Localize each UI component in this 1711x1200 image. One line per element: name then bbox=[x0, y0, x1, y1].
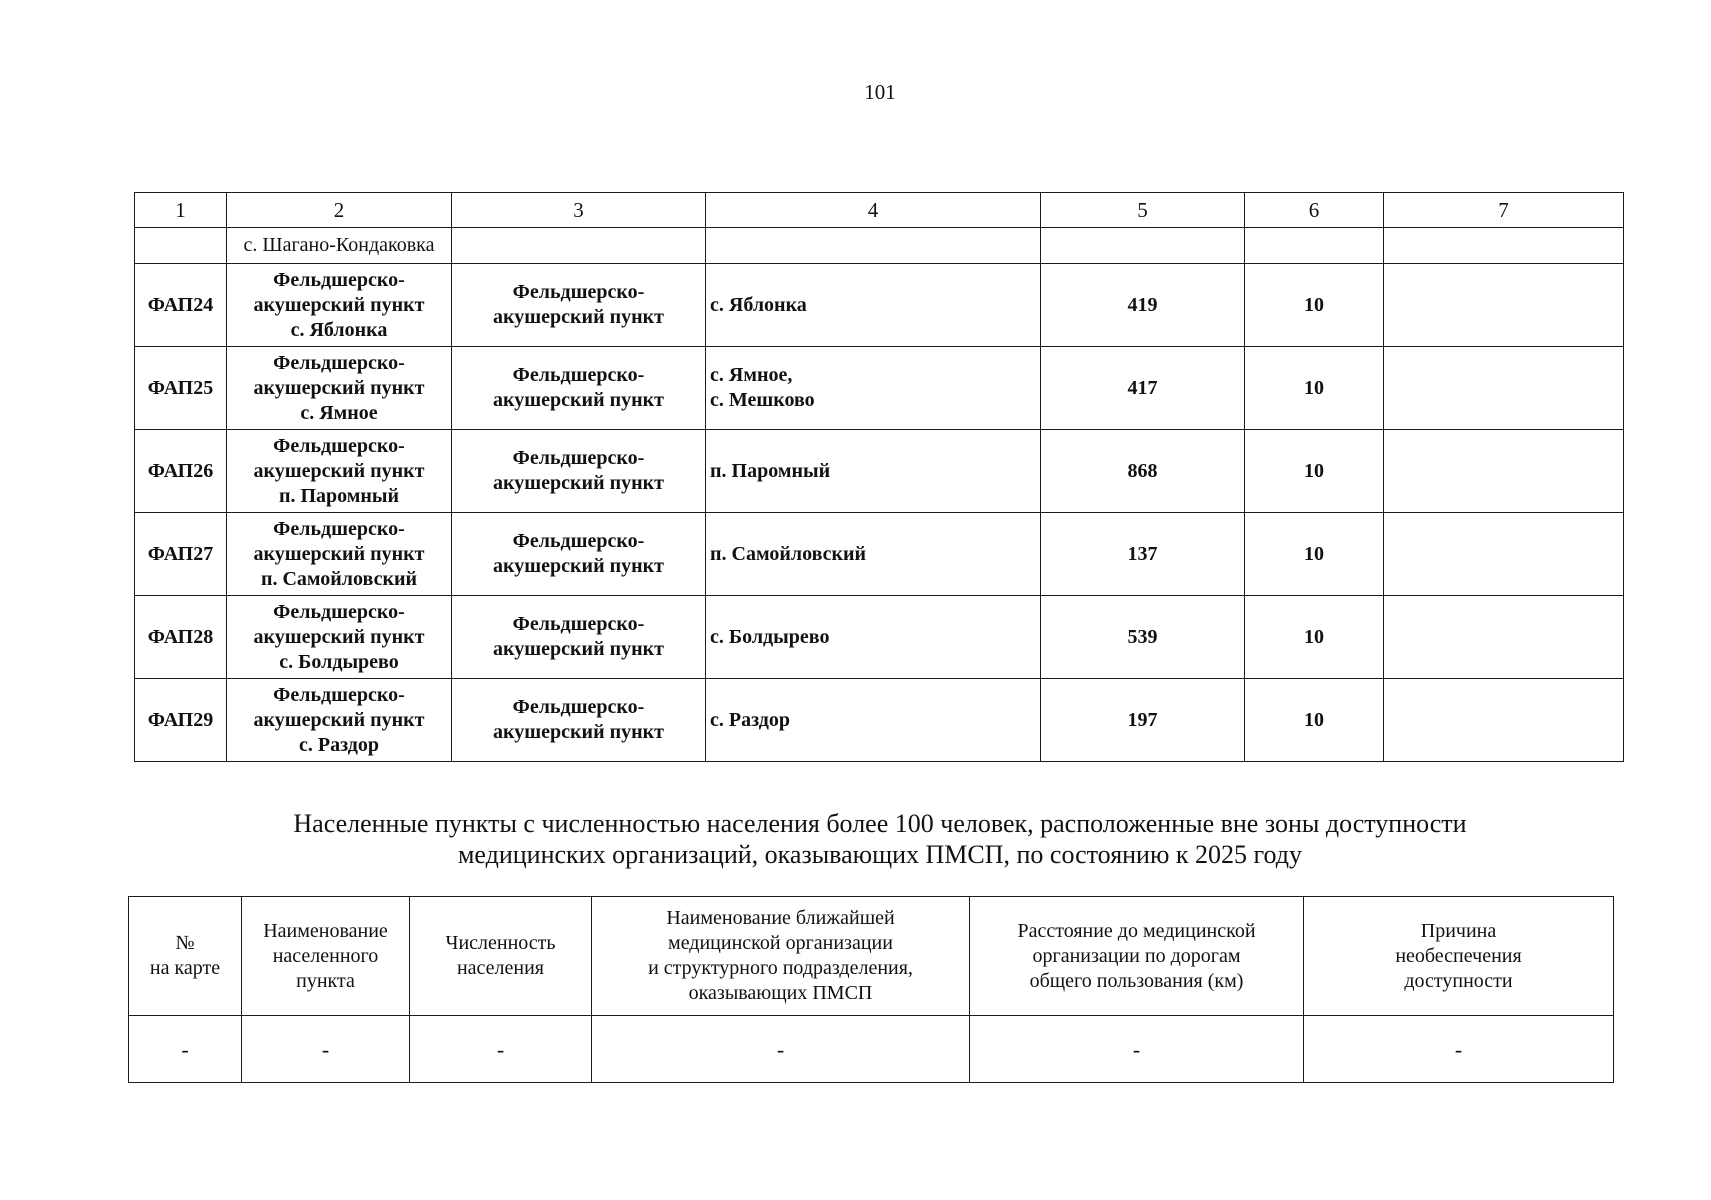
column-number: 3 bbox=[452, 193, 706, 228]
distance: 10 bbox=[1245, 679, 1384, 762]
table-row bbox=[135, 347, 1624, 430]
served-settlements: с. Яблонка bbox=[706, 264, 1041, 347]
facility-type: Фельдшерско- акушерский пункт bbox=[452, 347, 706, 430]
note bbox=[1384, 347, 1624, 430]
header-reason: Причина необеспечения доступности bbox=[1304, 897, 1614, 1016]
distance: 10 bbox=[1245, 430, 1384, 513]
column-number: 6 bbox=[1245, 193, 1384, 228]
column-number-row bbox=[135, 193, 1624, 228]
table-cell bbox=[1041, 228, 1245, 264]
table-row bbox=[135, 264, 1624, 347]
facility-code: ФАП27 bbox=[135, 513, 227, 596]
facility-code: ФАП26 bbox=[135, 430, 227, 513]
table-cell: - bbox=[129, 1016, 242, 1083]
facility-name: Фельдшерско- акушерский пункт с. Болдырево bbox=[227, 596, 452, 679]
served-settlements: п. Паромный bbox=[706, 430, 1041, 513]
facility-name: Фельдшерско- акушерский пункт п. Паромный bbox=[227, 430, 452, 513]
header-nearest-organization: Наименование ближайшей медицинской организации и структурного подразделения, оказывающих ПМСП bbox=[592, 897, 970, 1016]
population: 539 bbox=[1041, 596, 1245, 679]
table-cell: - bbox=[410, 1016, 592, 1083]
settlement-name: с. Шагано-Кондаковка bbox=[227, 228, 452, 264]
population: 868 bbox=[1041, 430, 1245, 513]
column-number: 5 bbox=[1041, 193, 1245, 228]
table-cell: - bbox=[970, 1016, 1304, 1083]
served-settlements: с. Ямное, с. Мешково bbox=[706, 347, 1041, 430]
table-row bbox=[135, 679, 1624, 762]
facility-code: ФАП28 bbox=[135, 596, 227, 679]
facility-code: ФАП24 bbox=[135, 264, 227, 347]
facility-name: Фельдшерско- акушерский пункт с. Раздор bbox=[227, 679, 452, 762]
note bbox=[1384, 264, 1624, 347]
facility-type: Фельдшерско- акушерский пункт bbox=[452, 430, 706, 513]
distance: 10 bbox=[1245, 264, 1384, 347]
table-cell bbox=[135, 228, 227, 264]
page-number: 101 bbox=[864, 80, 896, 104]
note bbox=[1384, 430, 1624, 513]
column-number: 4 bbox=[706, 193, 1041, 228]
facility-type: Фельдшерско- акушерский пункт bbox=[452, 513, 706, 596]
column-number: 2 bbox=[227, 193, 452, 228]
facility-code: ФАП29 bbox=[135, 679, 227, 762]
header-population: Численность населения bbox=[410, 897, 592, 1016]
column-number: 7 bbox=[1384, 193, 1624, 228]
distance: 10 bbox=[1245, 347, 1384, 430]
table-row bbox=[129, 1016, 1614, 1083]
note bbox=[1384, 513, 1624, 596]
header-row bbox=[129, 897, 1614, 1016]
section-title-line: Населенные пункты с численностью населения более 100 человек, расположенные вне зоны доступности bbox=[293, 809, 1467, 838]
table-cell: - bbox=[1304, 1016, 1614, 1083]
table-row bbox=[135, 513, 1624, 596]
distance: 10 bbox=[1245, 596, 1384, 679]
facility-name: Фельдшерско- акушерский пункт с. Ямное bbox=[227, 347, 452, 430]
table-row bbox=[135, 596, 1624, 679]
population: 197 bbox=[1041, 679, 1245, 762]
population: 137 bbox=[1041, 513, 1245, 596]
population: 417 bbox=[1041, 347, 1245, 430]
facility-name: Фельдшерско- акушерский пункт п. Самойловский bbox=[227, 513, 452, 596]
served-settlements: с. Болдырево bbox=[706, 596, 1041, 679]
facility-type: Фельдшерско- акушерский пункт bbox=[452, 264, 706, 347]
population: 419 bbox=[1041, 264, 1245, 347]
header-distance: Расстояние до медицинской организации по дорогам общего пользования (км) bbox=[970, 897, 1304, 1016]
header-map-number: № на карте bbox=[129, 897, 242, 1016]
table-cell bbox=[1384, 228, 1624, 264]
facility-type: Фельдшерско- акушерский пункт bbox=[452, 679, 706, 762]
table-cell: - bbox=[242, 1016, 410, 1083]
continuation-row bbox=[135, 228, 1624, 264]
header-settlement-name: Наименование населенного пункта bbox=[242, 897, 410, 1016]
distance: 10 bbox=[1245, 513, 1384, 596]
table-row bbox=[135, 430, 1624, 513]
note bbox=[1384, 679, 1624, 762]
table-cell bbox=[1245, 228, 1384, 264]
facility-code: ФАП25 bbox=[135, 347, 227, 430]
out-of-reach-settlements-table bbox=[128, 896, 1614, 1083]
served-settlements: с. Раздор bbox=[706, 679, 1041, 762]
section-title bbox=[0, 808, 1711, 870]
medical-facilities-table bbox=[134, 192, 1624, 762]
facility-name: Фельдшерско- акушерский пункт с. Яблонка bbox=[227, 264, 452, 347]
facility-type: Фельдшерско- акушерский пункт bbox=[452, 596, 706, 679]
table-cell bbox=[452, 228, 706, 264]
served-settlements: п. Самойловский bbox=[706, 513, 1041, 596]
column-number: 1 bbox=[135, 193, 227, 228]
section-title-line: медицинских организаций, оказывающих ПМСП, по состоянию к 2025 году bbox=[457, 840, 1303, 869]
table-cell: - bbox=[592, 1016, 970, 1083]
table-cell bbox=[706, 228, 1041, 264]
note bbox=[1384, 596, 1624, 679]
